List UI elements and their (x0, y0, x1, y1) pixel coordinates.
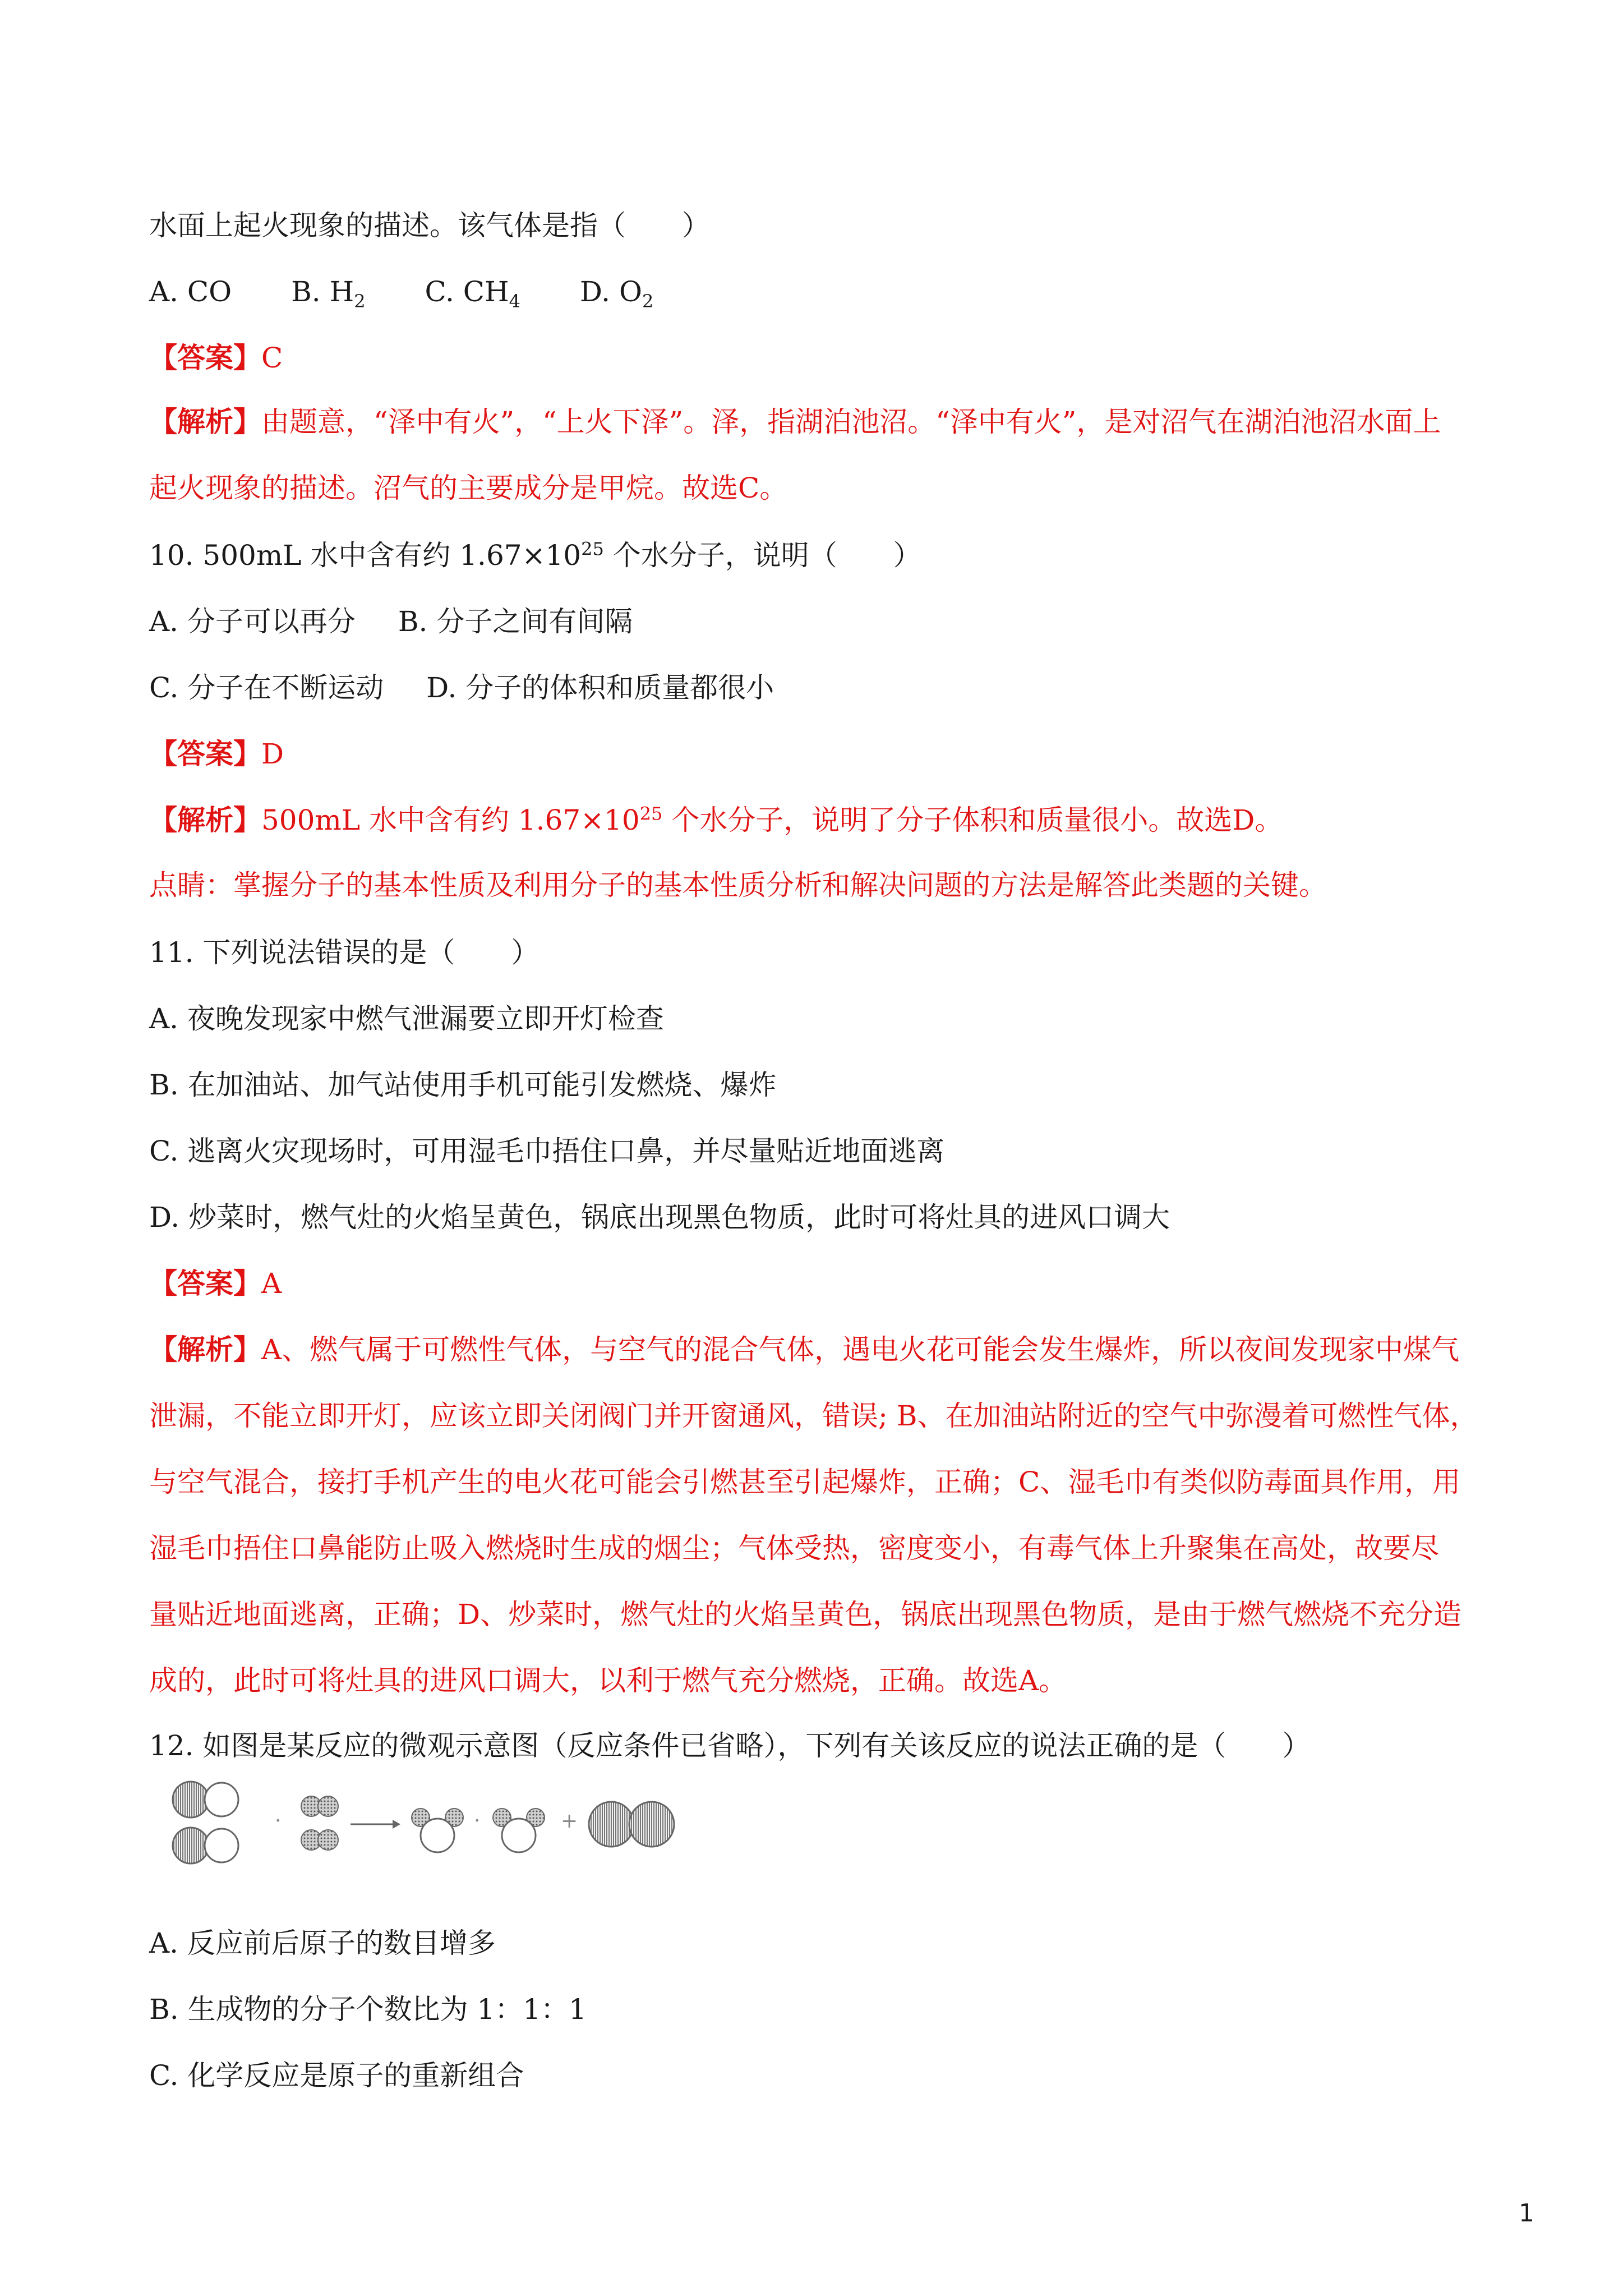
product-molecule-3 (589, 1802, 674, 1847)
q10-answer: 【答案】D (149, 737, 284, 770)
q9-option-b: B. $H_2$ (291, 275, 366, 312)
plus-sign-2: · (474, 1810, 481, 1833)
plus-sign-3: + (561, 1810, 578, 1833)
reactant-molecule-1 (173, 1782, 238, 1818)
q10-tip: 点睛：掌握分子的基本性质及利用分子的基本性质分析和解决问题的方法是解答此类题的关键。 (149, 869, 1327, 901)
q10-option-c: C. 分子在不断运动 (149, 671, 384, 704)
reaction-arrow (351, 1820, 400, 1829)
q12-option-a: A. 反应前后原子的数目增多 (149, 1927, 496, 1959)
q12-option-c: C. 化学反应是原子的重新组合 (149, 2059, 524, 2092)
q11-analysis-line-2: 泄漏，不能立即开灯，应该立即关闭阀门并开窗通风，错误; B、在加油站附近的空气中弥漫着可燃性气体， (149, 1400, 1478, 1432)
q10-analysis: 【解析】500mL 水中含有约 $1.67\times 10^{25}$ 个水分子，说明了分子体积和质量很小。故选D。 (149, 803, 1283, 836)
reactant-molecule-2 (173, 1828, 238, 1864)
q10-option-b: B. 分子之间有间隔 (398, 605, 633, 638)
reactant-molecule-4 (301, 1830, 338, 1850)
q9-option-d: D. $O_2$ (579, 275, 654, 312)
q11-option-d: D. 炒菜时，燃气灶的火焰呈黄色，锅底出现黑色物质，此时可将灶具的进风口调大 (149, 1201, 1170, 1234)
q11-option-b: B. 在加油站、加气站使用手机可能引发燃烧、爆炸 (149, 1069, 777, 1101)
q11-stem: 11. 下列说法错误的是（ ） (149, 936, 540, 969)
product-molecule-2 (493, 1809, 545, 1852)
q10-option-d: D. 分子的体积和质量都很小 (426, 671, 774, 704)
q11-answer: 【答案】A (149, 1267, 282, 1300)
q11-analysis-line-1: 【解析】A、燃气属于可燃性气体，与空气的混合气体，遇电火花可能会发生爆炸，所以夜间发现家中煤气 (149, 1333, 1460, 1366)
product-molecule-1 (412, 1809, 463, 1852)
q10-stem: 10. 500mL 水中含有约 $1.67\times 10^{25}$ 个水分子，说明（ ） (149, 538, 921, 572)
q10-options-ab (149, 605, 633, 638)
plus-sign-1: · (275, 1810, 282, 1833)
page-number: 1 (1519, 2199, 1534, 2228)
q9-option-a: A. CO (149, 275, 232, 308)
q9-stem-tail: 水面上起火现象的描述。该气体是指（ ） (149, 209, 710, 242)
q9-answer: 【答案】C (149, 341, 283, 374)
q9-analysis-line-2: 起火现象的描述。沼气的主要成分是甲烷。故选C。 (149, 472, 788, 504)
q11-analysis-line-3: 与空气混合，接打手机产生的电火花可能会引燃甚至引起爆炸，正确；C、湿毛巾有类似防毒面具作用，用 (149, 1466, 1461, 1498)
reactant-molecule-3 (301, 1796, 338, 1816)
q10-options-cd (149, 671, 774, 705)
q11-analysis-line-4: 湿毛巾捂住口鼻能防止吸入燃烧时生成的烟尘；气体受热，密度变小，有毒气体上升聚集在高处，故要尽 (149, 1532, 1439, 1565)
q10-option-a: A. 分子可以再分 (149, 605, 356, 638)
q11-option-c: C. 逃离火灾现场时，可用湿毛巾捂住口鼻，并尽量贴近地面逃离 (149, 1135, 945, 1167)
q11-analysis-line-5: 量贴近地面逃离，正确；D、炒菜时，燃气灶的火焰呈黄色，锅底出现黑色物质，是由于燃气燃烧不充分造 (149, 1598, 1462, 1631)
q9-option-c: C. $CH_4$ (425, 275, 520, 312)
q12-option-b: B. 生成物的分子个数比为 1：1：1 (149, 1993, 587, 2026)
q9-options (149, 275, 654, 312)
q11-analysis-line-6: 成的，此时可将灶具的进风口调大，以利于燃气充分燃烧，正确。故选A。 (149, 1664, 1067, 1697)
q11-option-a: A. 夜晚发现家中燃气泄漏要立即开灯检查 (149, 1002, 664, 1035)
reaction-diagram (168, 1773, 707, 1896)
q9-analysis-line-1: 【解析】由题意，“泽中有火”，“上火下泽”。泽，指湖泊池沼。“泽中有火”，是对沼气在湖泊池沼水面上 (149, 405, 1441, 438)
q12-stem: 12. 如图是某反应的微观示意图（反应条件已省略），下列有关该反应的说法正确的是（ ） (149, 1729, 1311, 1762)
